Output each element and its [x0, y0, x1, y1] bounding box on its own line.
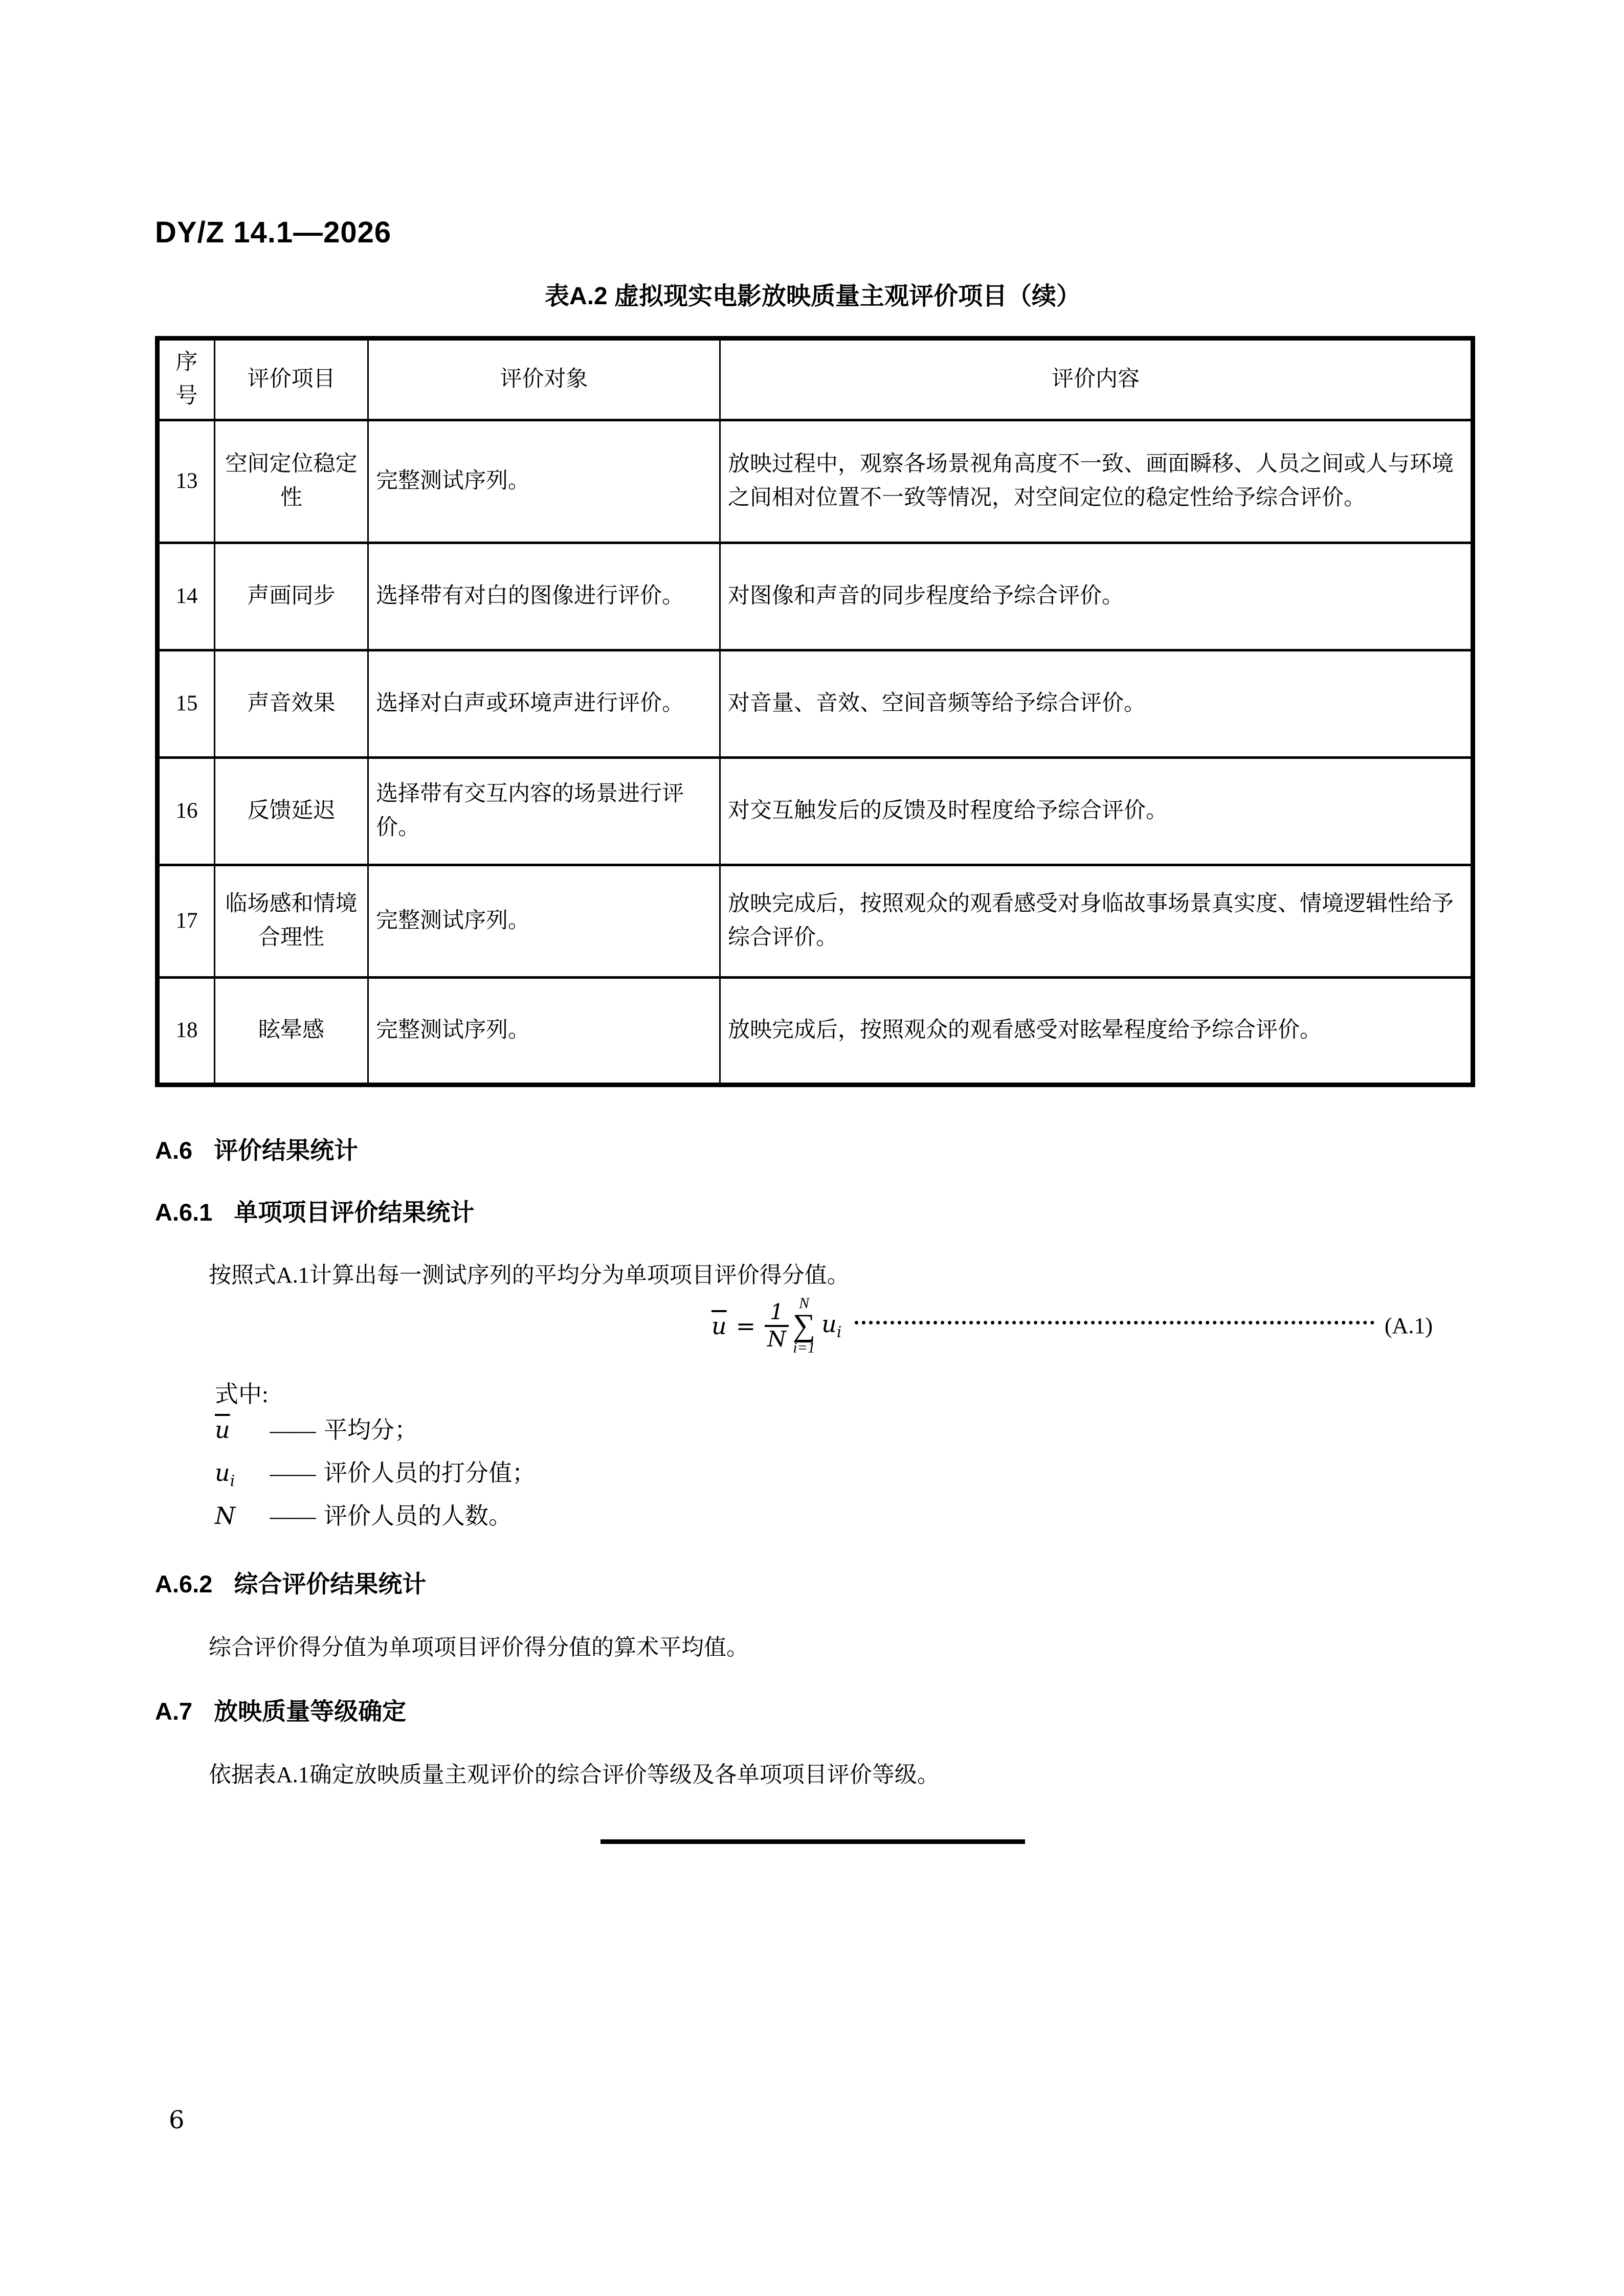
evaluation-table	[155, 336, 1475, 1087]
cell-no: 18	[158, 977, 215, 1085]
formula-u-bar: $\overline{u}$	[711, 1312, 727, 1340]
page-number: 6	[169, 2106, 185, 2134]
cell-target: 选择对白声或环境声进行评价。	[368, 650, 720, 757]
cell-no: 16	[158, 757, 215, 865]
definition-dash: ——	[270, 1460, 315, 1487]
column-header-target: 评价对象	[368, 338, 720, 420]
formula-a1	[711, 1296, 1433, 1356]
sum-lower-limit: i=1	[793, 1339, 815, 1356]
cell-content: 对图像和声音的同步程度给予综合评价。	[720, 543, 1473, 650]
cell-item: 临场感和情境合理性	[215, 865, 368, 977]
definition-dash: ——	[270, 1417, 315, 1444]
table-row	[158, 420, 1473, 543]
cell-content: 放映完成后，按照观众的观看感受对身临故事场景真实度、情境逻辑性给予综合评价。	[720, 865, 1473, 977]
table-row	[158, 977, 1473, 1085]
table-row	[158, 865, 1473, 977]
fraction-denominator: N	[767, 1326, 786, 1352]
cell-content: 对音量、音效、空间音频等给予综合评价。	[720, 650, 1473, 757]
section-title: 单项项目评价结果统计	[234, 1198, 475, 1226]
symbol-base: u	[215, 1416, 230, 1444]
term-base: u	[821, 1310, 837, 1338]
definition-dash: ——	[270, 1502, 315, 1529]
symbol-base: N	[215, 1501, 236, 1529]
section-title: 放映质量等级确定	[214, 1698, 407, 1725]
cell-item: 空间定位稳定性	[215, 420, 368, 543]
where-label: 式中:	[215, 1381, 269, 1408]
cell-target: 完整测试序列。	[368, 977, 720, 1085]
section-heading-a61	[155, 1198, 1471, 1228]
cell-no: 15	[158, 650, 215, 757]
symbol-base: u	[215, 1459, 230, 1487]
definition-text: 评价人员的打分值；	[324, 1460, 536, 1487]
table-row	[158, 543, 1473, 650]
document-end-rule	[600, 1839, 1025, 1844]
fraction-numerator: 1	[765, 1301, 789, 1326]
doc-code: DY/Z 14.1—2026	[155, 216, 392, 249]
term-subscript: i	[836, 1323, 842, 1342]
definition-symbol	[215, 1409, 264, 1452]
section-title: 评价结果统计	[214, 1136, 359, 1164]
cell-target: 完整测试序列。	[368, 865, 720, 977]
cell-target: 完整测试序列。	[368, 420, 720, 543]
cell-content: 对交互触发后的反馈及时程度给予综合评价。	[720, 757, 1473, 865]
cell-item: 眩晕感	[215, 977, 368, 1085]
cell-no: 14	[158, 543, 215, 650]
definition-text: 平均分；	[324, 1417, 418, 1444]
definition-line	[155, 1495, 1471, 1538]
dot-leader	[855, 1320, 1374, 1324]
cell-no: 17	[158, 865, 215, 977]
column-header-content: 评价内容	[720, 338, 1473, 420]
section-title: 综合评价结果统计	[234, 1570, 427, 1598]
formula-summation	[793, 1296, 815, 1356]
table-row	[158, 650, 1473, 757]
cell-target: 选择带有对白的图像进行评价。	[368, 543, 720, 650]
definition-symbol	[215, 1452, 264, 1495]
paragraph-a62: 综合评价得分值为单项项目评价得分值的算术平均值。	[209, 1634, 749, 1660]
section-heading-a62	[155, 1569, 1471, 1600]
definition-line	[155, 1452, 1471, 1495]
paragraph-a61: 按照式A.1计算出每一测试序列的平均分为单项项目评价得分值。	[209, 1263, 850, 1288]
cell-target: 选择带有交互内容的场景进行评价。	[368, 757, 720, 865]
definition-text: 评价人员的人数。	[324, 1502, 512, 1529]
formula-term	[821, 1310, 841, 1341]
section-heading-a7	[155, 1697, 1471, 1727]
definition-symbol	[215, 1495, 264, 1538]
symbol-subscript: i	[230, 1472, 235, 1491]
cell-item: 声音效果	[215, 650, 368, 757]
section-number: A.6.2	[155, 1570, 213, 1598]
table-row	[158, 757, 1473, 865]
formula-equals: =	[736, 1312, 756, 1340]
section-number: A.7	[155, 1698, 193, 1725]
formula-fraction	[765, 1301, 789, 1350]
equation-number: (A.1)	[1384, 1313, 1433, 1338]
table-title: 表A.2 虚拟现实电影放映质量主观评价项目（续）	[544, 282, 1081, 310]
section-number: A.6.1	[155, 1198, 213, 1226]
column-header-no: 序号	[158, 338, 215, 420]
paragraph-a7: 依据表A.1确定放映质量主观评价的综合评价等级及各单项项目评价等级。	[209, 1762, 940, 1787]
definition-line	[155, 1409, 1471, 1452]
cell-no: 13	[158, 420, 215, 543]
cell-content: 放映过程中，观察各场景视角高度不一致、画面瞬移、人员之间或人与环境之间相对位置不一致等情况，对空间定位的稳定性给予综合评价。	[720, 420, 1473, 543]
table-header-row	[158, 338, 1473, 420]
cell-item: 声画同步	[215, 543, 368, 650]
section-heading-a6	[155, 1136, 1471, 1166]
cell-item: 反馈延迟	[215, 757, 368, 865]
section-number: A.6	[155, 1136, 193, 1164]
column-header-item: 评价项目	[215, 338, 368, 420]
sigma-symbol: ∑	[792, 1308, 816, 1343]
sum-upper-limit: N	[799, 1294, 810, 1312]
cell-content: 放映完成后，按照观众的观看感受对眩晕程度给予综合评价。	[720, 977, 1473, 1085]
